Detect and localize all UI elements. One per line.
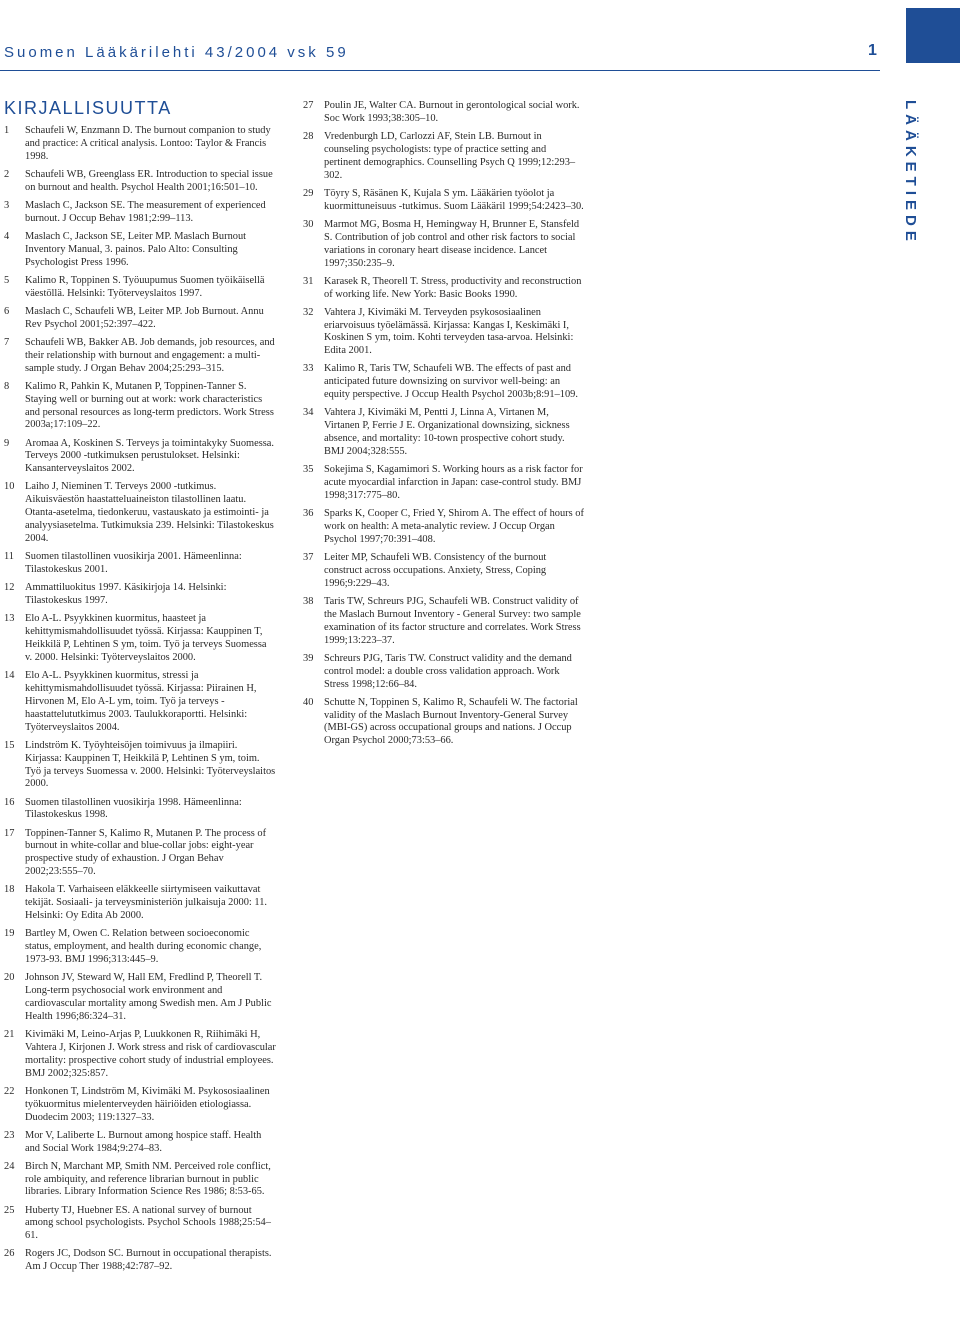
reference-item: [4, 740, 276, 792]
reference-number: 2: [4, 168, 10, 180]
reference-text: Sparks K, Cooper C, Fried Y, Shirom A. The effect of hours of work on health: A meta-analytic review. J Occup Organ Psychol 1997;70:391–408.: [324, 508, 584, 545]
reference-number: 33: [303, 363, 314, 375]
reference-item: [303, 131, 585, 183]
reference-text: Vredenburgh LD, Carlozzi AF, Stein LB. Burnout in counseling psychologists: type of practice setting and pertinent demographics. Counselling Psych Q 1999;12:293–302.: [324, 131, 576, 181]
reference-number: 16: [4, 796, 15, 808]
reference-number: 27: [303, 100, 314, 111]
reference-item: [4, 613, 276, 665]
reference-item: [4, 797, 276, 823]
reference-number: 26: [4, 1248, 15, 1260]
reference-number: 5: [4, 274, 10, 286]
references-heading: KIRJALLISUUTTA: [4, 98, 172, 118]
reference-number: 21: [4, 1028, 15, 1040]
reference-text: Honkonen T, Lindström M, Kivimäki M. Psykososiaalinen työkuormitus mielenterveyden häiriöiden etiologiassa. Duodecim 2003; 119:1327–33.: [25, 1085, 270, 1123]
reference-text: Birch N, Marchant MP, Smith NM. Perceived role conflict, role ambiquity, and reference librarian burnout in public libraries. Library Information Science Res 1986; 8:53-65.: [25, 1160, 271, 1198]
reference-text: Vahtera J, Kivimäki M, Pentti J, Linna A, Virtanen M, Virtanen P, Ferrie J E. Organizational downsizing, sickness absence, and mortality: 10-town prospective cohort study. BMJ 2004;328:555.: [324, 407, 570, 458]
reference-item: [4, 275, 276, 301]
section-side-label: LÄÄKETIEDE: [902, 100, 919, 246]
reference-item: [4, 481, 276, 546]
page-number: 1: [868, 42, 877, 59]
reference-number: 12: [4, 582, 15, 594]
reference-item: [4, 231, 276, 270]
reference-number: 32: [303, 306, 314, 318]
reference-text: Schaufeli WB, Bakker AB. Job demands, job resources, and their relationship with burnout and engagement: a multi-sample study. J Organ Behav 2004;25:293–315.: [25, 336, 275, 374]
reference-number: 38: [303, 595, 314, 607]
reference-number: 40: [303, 696, 314, 708]
reference-item: [303, 407, 585, 459]
reference-text: Leiter MP, Schaufeli WB. Consistency of the burnout construct across occupations. Anxiety, Stress, Coping 1996;9:229–43.: [324, 551, 547, 589]
reference-text: Aromaa A, Koskinen S. Terveys ja toimintakyky Suomessa. Terveys 2000 -tutkimuksen perustulokset. Helsinki: Kansanterveyslaitos 2002.: [25, 437, 275, 475]
header-divider: [0, 70, 880, 71]
reference-item: [303, 307, 585, 359]
reference-item: [303, 276, 585, 302]
reference-text: Toppinen-Tanner S, Kalimo R, Mutanen P. The process of burnout in white-collar and blue-collar jobs: eight-year prospective study of exhaustion. J Organ Behav 2002;23:555–70.: [25, 827, 267, 878]
reference-number: 1: [4, 125, 10, 136]
journal-header: Suomen Lääkärilehti 43/2004 vsk 59: [4, 44, 349, 61]
reference-number: 37: [303, 551, 314, 563]
reference-item: [303, 363, 585, 402]
reference-number: 15: [4, 739, 15, 751]
reference-text: Maslach C, Schaufeli WB, Leiter MP. Job Burnout. Annu Rev Psychol 2001;52:397–422.: [25, 305, 264, 330]
reference-item: [303, 219, 585, 271]
reference-text: Suomen tilastollinen vuosikirja 1998. Hämeenlinna: Tilastokeskus 1998.: [25, 796, 242, 821]
reference-number: 34: [303, 407, 314, 419]
references-column-right: [303, 100, 585, 753]
reference-number: 3: [4, 199, 10, 211]
reference-text: Marmot MG, Bosma H, Hemingway H, Brunner E, Stansfeld S. Contribution of job control and other risk factors to social variations in coronary heart disease incidence. Lancet 1997;350:235–9.: [324, 218, 580, 269]
reference-text: Karasek R, Theorell T. Stress, productivity and reconstruction of working life. New York: Basic Books 1990.: [324, 275, 582, 300]
reference-item: [303, 596, 585, 648]
reference-text: Mor V, Laliberte L. Burnout among hospice staff. Health and Social Work 1984;9:274–83.: [25, 1129, 262, 1154]
reference-number: 29: [303, 187, 314, 199]
reference-number: 19: [4, 928, 15, 940]
reference-number: 14: [4, 669, 15, 681]
reference-item: [4, 1205, 276, 1244]
reference-number: 20: [4, 972, 15, 984]
reference-number: 39: [303, 652, 314, 664]
reference-text: Kivimäki M, Leino-Arjas P, Luukkonen R, Riihimäki H, Vahtera J, Kirjonen J. Work stress and risk of cardiovascular mortality: prospective cohort study of industrial employees. BMJ 2002;325:857.: [25, 1028, 276, 1079]
reference-item: [303, 464, 585, 503]
reference-item: [4, 200, 276, 226]
reference-item: [303, 100, 585, 126]
reference-number: 31: [303, 275, 314, 287]
reference-item: [4, 972, 276, 1024]
reference-number: 4: [4, 230, 10, 242]
reference-text: Elo A-L. Psyykkinen kuormitus, stressi ja kehittymismahdollisuudet työssä. Kirjassa: Piirainen H, Hirvonen M, Elo A-L ym, toim. Työ ja terveys - haastattelututkimus 2003. Taulukkoraportti. Helsinki: Työterveyslaitos 2004.: [25, 669, 257, 733]
reference-text: Kalimo R, Toppinen S. Työuupumus Suomen työikäisellä väestöllä. Helsinki: Työterveyslaitos 1997.: [25, 274, 265, 299]
reference-item: [4, 884, 276, 923]
reference-item: [4, 337, 276, 376]
reference-number: 7: [4, 336, 10, 348]
reference-number: 30: [303, 218, 314, 230]
reference-number: 11: [4, 551, 15, 563]
reference-text: Bartley M, Owen C. Relation between socioeconomic status, employment, and health during economic change, 1973-93. BMJ 1996;313:445–9.: [25, 928, 262, 966]
reference-number: 25: [4, 1204, 15, 1216]
reference-item: [303, 508, 585, 547]
reference-number: 17: [4, 827, 15, 839]
reference-text: Poulin JE, Walter CA. Burnout in gerontological social work. Soc Work 1993;38:305–10.: [324, 100, 580, 124]
reference-text: Hakola T. Varhaiseen eläkkeelle siirtymiseen vaikuttavat tekijät. Sosiaali- ja terveysministeriön julkaisuja 2000: 11. Helsinki: Oy Edita Ab 2000.: [25, 884, 268, 922]
reference-item: [4, 125, 276, 164]
reference-item: [4, 381, 276, 433]
reference-item: [4, 928, 276, 967]
reference-text: Maslach C, Jackson SE, Leiter MP. Maslach Burnout Inventory Manual, 3. painos. Palo Alto: Consulting Psychologist Press 1996.: [25, 230, 247, 268]
references-column-left: [4, 125, 276, 1279]
reference-item: [4, 582, 276, 608]
reference-item: [4, 1248, 276, 1274]
reference-item: [303, 552, 585, 591]
reference-number: 35: [303, 464, 314, 476]
reference-item: [4, 438, 276, 477]
reference-number: 9: [4, 437, 10, 449]
reference-text: Elo A-L. Psyykkinen kuormitus, haasteet ja kehittymismahdollisuudet työssä. Kirjassa: Kauppinen T, Heikkilä P, Lehtinen S ym, toim. Työ ja terveys Suomessa v. 2000. Helsinki: Työterveyslaitos 2000.: [25, 613, 267, 663]
section-color-tab: [906, 8, 960, 63]
reference-item: [4, 1086, 276, 1125]
reference-item: [303, 653, 585, 692]
reference-text: Schaufeli W, Enzmann D. The burnout companion to study and practice: A critical analysis. Lontoo: Taylor & Francis 1998.: [25, 125, 271, 162]
reference-text: Suomen tilastollinen vuosikirja 2001. Hämeenlinna: Tilastokeskus 2001.: [25, 551, 242, 576]
reference-text: Laiho J, Nieminen T. Terveys 2000 -tutkimus. Aikuisväestön haastatteluaineiston tilastollinen laatu. Otanta-asetelma, tiedonkeruu, vastauskato ja estimointi- ja analyysiasetelma. Tutkimuksia 239. Helsinki: Tilastokeskus 2004.: [25, 481, 274, 545]
reference-text: Kalimo R, Pahkin K, Mutanen P, Toppinen-Tanner S. Staying well or burning out at work: work characteristics and personal resources as long-term predictors. Work Stress 2003a;17:109–22.: [25, 380, 274, 431]
reference-text: Vahtera J, Kivimäki M. Terveyden psykososiaalinen eriarvoisuus työelämässä. Kirjassa: Kangas I, Keskimäki I, Koskinen S ym, toim. Kohti terveyden tasa-arvoa. Helsinki: Edita 2001.: [324, 306, 574, 357]
reference-text: Taris TW, Schreurs PJG, Schaufeli WB. Construct validity of the Maslach Burnout Inventory - General Survey: two sample examination of its factor structure and correlates. Work Stress 1999;13:223–37.: [324, 595, 581, 646]
reference-number: 18: [4, 884, 15, 896]
reference-number: 10: [4, 481, 15, 493]
reference-number: 8: [4, 380, 10, 392]
reference-item: [4, 1161, 276, 1200]
reference-number: 24: [4, 1160, 15, 1172]
reference-text: Kalimo R, Taris TW, Schaufeli WB. The effects of past and anticipated future downsizing on survivor well-being: an equity perspective. J Occup Health Psychol 2003b;8:91–109.: [324, 363, 578, 401]
reference-item: [303, 697, 585, 749]
reference-text: Lindström K. Työyhteisöjen toimivuus ja ilmapiiri. Kirjassa: Kauppinen T, Heikkilä P, Lehtinen S ym, toim. Työ ja terveys Suomessa v. 2000. Helsinki: Työterveyslaitos 2000.: [25, 739, 276, 790]
reference-text: Schreurs PJG, Taris TW. Construct validity and the demand control model: a double cross validation approach. Work Stress 1998;12:66–84.: [324, 652, 572, 690]
reference-item: [4, 306, 276, 332]
reference-number: 23: [4, 1129, 15, 1141]
reference-item: [4, 670, 276, 735]
reference-item: [4, 169, 276, 195]
reference-item: [303, 188, 585, 214]
reference-item: [4, 1130, 276, 1156]
reference-text: Sokejima S, Kagamimori S. Working hours as a risk factor for acute myocardial infarction in Japan: case-control study. BMJ 1998;317:775–80.: [324, 464, 583, 501]
reference-text: Huberty TJ, Huebner ES. A national survey of burnout among school psychologists. Psychol Schools 1988;25:54–61.: [25, 1204, 271, 1242]
reference-number: 22: [4, 1085, 15, 1097]
reference-text: Johnson JV, Steward W, Hall EM, Fredlind P, Theorell T. Long-term psychosocial work environment and cardiovascular mortality among Swedish men. Am J Public Health 1996;86:324–31.: [25, 972, 272, 1022]
reference-number: 36: [303, 508, 314, 520]
reference-text: Rogers JC, Dodson SC. Burnout in occupational therapists. Am J Occup Ther 1988;42:787–92.: [25, 1248, 272, 1273]
reference-text: Schaufeli WB, Greenglass ER. Introduction to special issue on burnout and health. Psychol Health 2001;16:501–10.: [25, 168, 273, 193]
reference-item: [4, 1029, 276, 1081]
reference-text: Schutte N, Toppinen S, Kalimo R, Schaufeli W. The factorial validity of the Maslach Burnout Inventory-General Survey (MBI-GS) across occupational groups and nations. J Occup Organ Psychol 2000;73:53–66.: [324, 696, 578, 747]
reference-number: 13: [4, 613, 15, 625]
reference-number: 28: [303, 131, 314, 142]
reference-item: [4, 828, 276, 880]
reference-text: Ammattiluokitus 1997. Käsikirjoja 14. Helsinki: Tilastokeskus 1997.: [25, 582, 227, 607]
reference-item: [4, 551, 276, 577]
reference-number: 6: [4, 305, 10, 317]
reference-text: Töyry S, Räsänen K, Kujala S ym. Lääkärien työolot ja kuormittuneisuus -tutkimus. Suom Lääkäril 1999;54:2423–30.: [324, 187, 584, 212]
reference-text: Maslach C, Jackson SE. The measurement of experienced burnout. J Occup Behav 1981;2:99–113.: [25, 199, 266, 224]
